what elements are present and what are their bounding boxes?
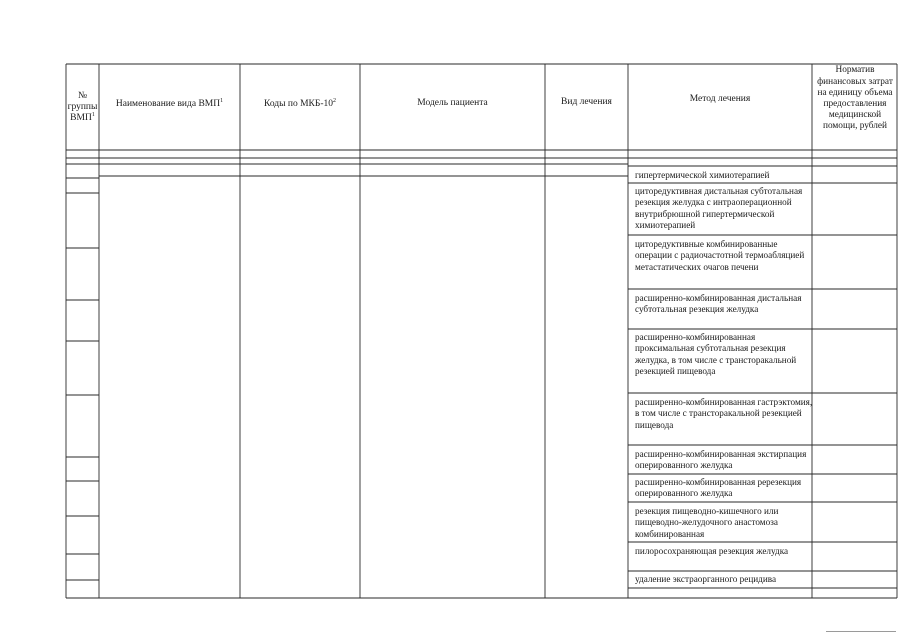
header-icd-codes [240, 64, 360, 144]
header-treatment-method [628, 64, 812, 134]
method-cell: пилоросохраняющая резекция желудка [635, 546, 789, 556]
header-treatment-type [545, 64, 628, 140]
footnote-mark: 1 [220, 97, 224, 104]
method-cell: расширенно-комбинированная гастрэктомия, в том числе с трансторакальной резекцией пищевода [635, 397, 813, 430]
header-financial-norm-text: Норматив финансовых затрат на единицу объема предоставления медицинской помощи, рублей [817, 65, 893, 132]
method-cell: резекция пищеводно-кишечного или пищеводно-желудочного анастомоза комбинированная [635, 506, 779, 539]
header-treatment-method-text: Метод лечения [689, 93, 751, 104]
method-cell: расширенно-комбинированная ререзекция оперированного желудка [635, 477, 802, 499]
method-cell: расширенно-комбинированная экстирпация оперированного желудка [635, 449, 807, 471]
method-cell: циторедуктивные комбинированные операции с радиочастотной термоабляцией метастатических очагов печени [635, 239, 805, 272]
header-patient-model-text: Модель пациента [417, 97, 488, 108]
header-treatment-type-text: Вид лечения [561, 96, 612, 107]
method-cell: расширенно-комбинированная дистальная субтотальная резекция желудка [635, 293, 802, 315]
method-cell: гипертермической химиотерапией [635, 170, 770, 180]
header-vmp-name-text: Наименование вида ВМП [115, 98, 221, 109]
header-financial-norm [814, 56, 896, 142]
footnote-mark: 1 [91, 111, 95, 118]
scan-artifact-line [826, 631, 896, 632]
method-cell: удаление экстраорганного рецидива [635, 574, 777, 584]
header-group-number-text: № группы ВМП [67, 90, 98, 123]
header-group-number [66, 64, 99, 150]
header-icd-codes-text: Коды по МКБ-10 [263, 98, 334, 109]
header-vmp-name [99, 64, 240, 144]
header-patient-model [360, 64, 545, 142]
method-cell: циторедуктивная дистальная субтотальная резекция желудка с интраоперационной внутрибрюшной гипертермической химиотерапией [635, 186, 803, 231]
method-cell: расширенно-комбинированная проксимальная субтотальная резекция желудка, в том числе с трансторакальной резекцией пищевода [635, 332, 797, 377]
footnote-mark: 2 [333, 97, 337, 104]
